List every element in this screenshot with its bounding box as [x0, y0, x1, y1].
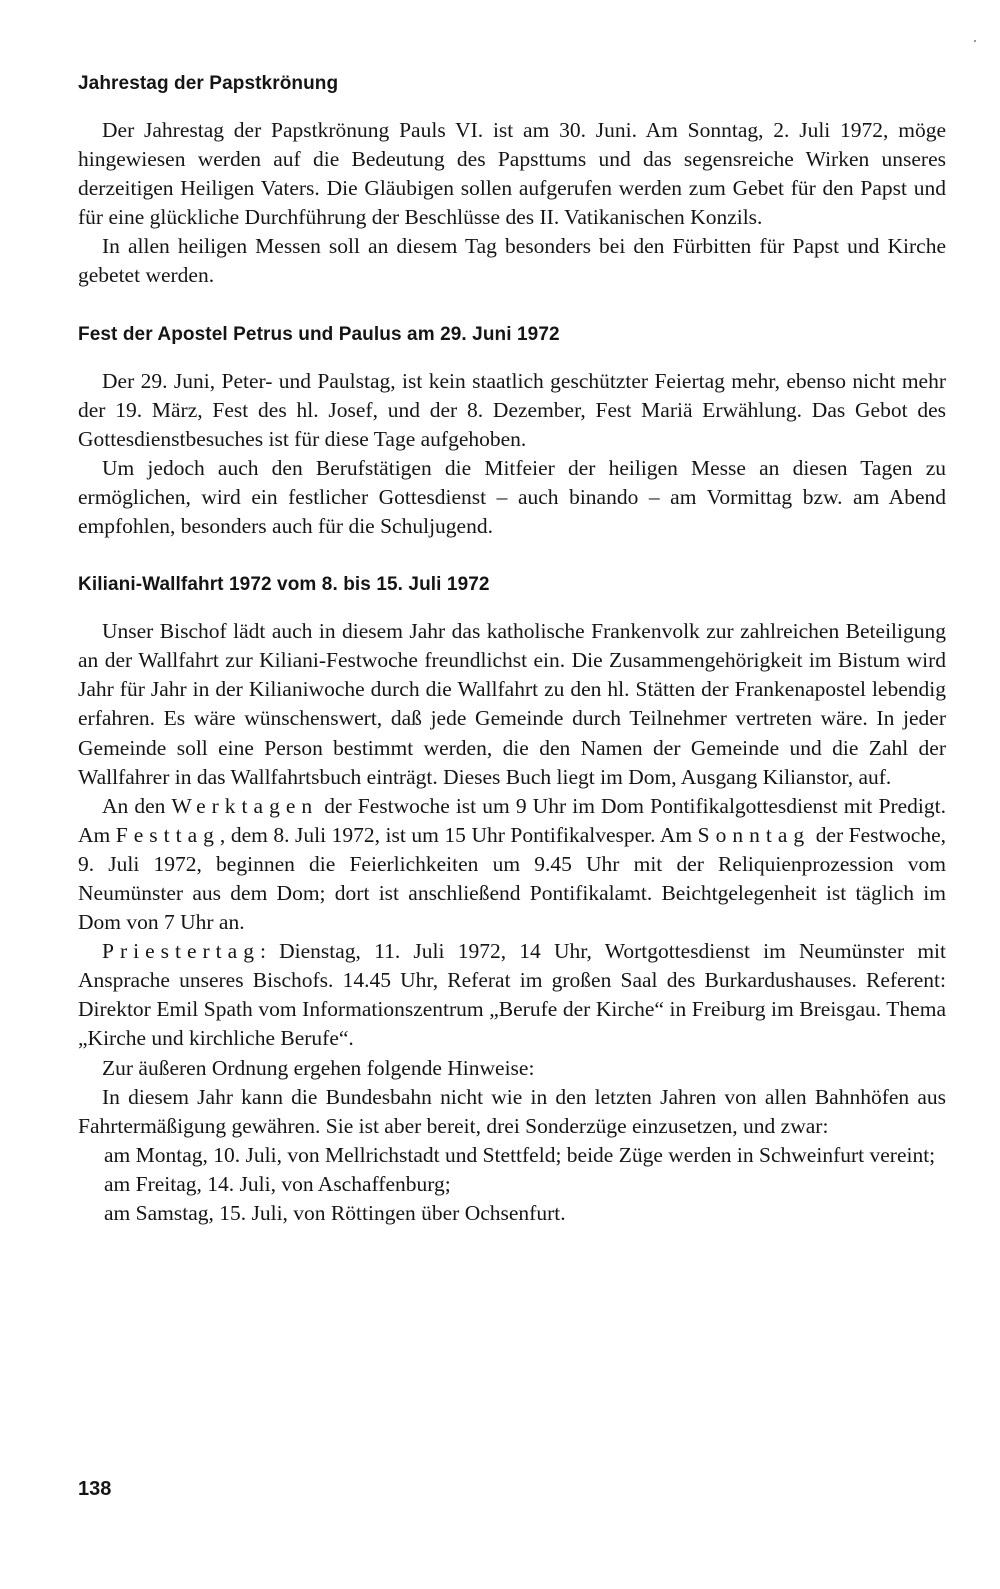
- paragraph-priestertag: [78, 937, 946, 1053]
- paragraph: In allen heiligen Messen soll an diesem Tag besonders bei den Fürbitten für Papst und Kirche gebetet werden.: [78, 234, 946, 288]
- text-run: der Festwoche ist um 9 Uhr im Dom Pontifikalgottesdienst mit Predigt. Am: [78, 793, 946, 847]
- text-run: , dem 8. Juli 1972, ist um 15 Uhr Pontifikalvesper. Am: [219, 822, 698, 847]
- paragraph: In diesem Jahr kann die Bundesbahn nicht wie in den letzten Jahren von allen Bahnhöfen aus Fahrtermäßigung gewähren. Sie ist aber bereit, drei Sonderzüge einzusetzen, und zwar:: [78, 1084, 946, 1138]
- paragraph: Unser Bischof lädt auch in diesem Jahr das katholische Frankenvolk zur zahlreichen Beteiligung an der Wallfahrt zur Kiliani-Festwoche freundlichst ein. Die Zusammengehörigkeit im Bistum wird Jahr für Jahr in der Kilianiwoche durch die Wallfahrt zu den hl. Stätten der Frankenapostel lebendig erfahren. Es wäre wünschenswert, daß jede Gemeinde durch Teilnehmer vertreten wäre. In jeder Gemeinde soll eine Person bestimmt werden, die den Namen der Gemeinde und die Zahl der Wallfahrer in das Wallfahrtsbuch einträgt. Dieses Buch liegt im Dom, Ausgang Kilianstor, auf.: [78, 619, 946, 789]
- paragraph: Der Jahrestag der Papstkrönung Pauls VI. ist am 30. Juni. Am Sonntag, 2. Juli 1972, möge hingewiesen werden auf die Bedeutung des Papsttums und das segensreiche Wirken unseres derzeitigen Heiligen Vaters. Die Gläubigen sollen aufgerufen werden zum Gebet für den Papst und für eine glückliche Durchführung der Beschlüsse des II. Vatikanischen Konzils.: [78, 118, 946, 230]
- section-heading: Fest der Apostel Petrus und Paulus am 29. Juni 1972: [78, 323, 560, 345]
- section-heading: Kiliani-Wallfahrt 1972 vom 8. bis 15. Juli 1972: [78, 574, 490, 596]
- emphasis-spaced: Werktagen: [171, 793, 319, 818]
- paragraph: Der 29. Juni, Peter- und Paulstag, ist kein staatlich geschützter Feiertag mehr, ebenso nicht mehr der 19. März, Fest des hl. Josef, und der 8. Dezember, Fest Mariä Erwählung. Das Gebot des Gottesdienstbesuches ist für diese Tage aufgehoben.: [78, 368, 946, 451]
- list-item: am Montag, 10. Juli, von Mellrichstadt und Stettfeld; beide Züge werden in Schweinfurt vereint;: [104, 1142, 936, 1167]
- emphasis-spaced: Sonntag: [697, 822, 811, 847]
- section-petrus-paulus: [78, 321, 946, 542]
- document-page: [78, 70, 946, 1228]
- scan-speck: [974, 40, 976, 42]
- text-run: An den: [102, 793, 172, 818]
- paragraph-festwoche: [78, 792, 946, 937]
- list-item: am Samstag, 15. Juli, von Röttingen über Ochsenfurt.: [104, 1201, 566, 1225]
- section-papstkroenung: [78, 70, 946, 291]
- paragraph: Zur äußeren Ordnung ergehen folgende Hinweise:: [102, 1055, 535, 1080]
- text-run: : Dienstag, 11. Juli 1972, 14 Uhr, Wortgottesdienst im Neumünster mit Ansprache unseres Bischofs. 14.45 Uhr, Referat im großen Saal des Burkardushauses. Referent: Direktor Emil Spath vom Informationszentrum „Berufe der Kirche“ in Freiburg im Breisgau. Thema „Kirche und kirchliche Berufe“.: [78, 939, 946, 1051]
- emphasis-spaced: Festtag: [115, 822, 220, 847]
- section-heading: Jahrestag der Papstkrönung: [78, 73, 339, 94]
- section-kiliani-wallfahrt: [78, 571, 946, 1228]
- emphasis-spaced: Priestertag: [102, 939, 260, 964]
- list-item: am Freitag, 14. Juli, von Aschaffenburg;: [104, 1171, 451, 1196]
- page-number: 138: [78, 1478, 112, 1500]
- text-run: der Festwoche, 9. Juli 1972, beginnen die Feierlichkeiten um 9.45 Uhr mit der Reliquienprozession vom Neumünster aus dem Dom; dort ist anschließend Pontifikalamt. Beichtgelegenheit ist täglich im Dom von 7 Uhr an.: [78, 822, 947, 935]
- paragraph: Um jedoch auch den Berufstätigen die Mitfeier der heiligen Messe an diesen Tagen zu ermöglichen, wird ein festlicher Gottesdienst – auch binando – am Vormittag bzw. am Abend empfohlen, besonders auch für die Schuljugend.: [78, 455, 946, 539]
